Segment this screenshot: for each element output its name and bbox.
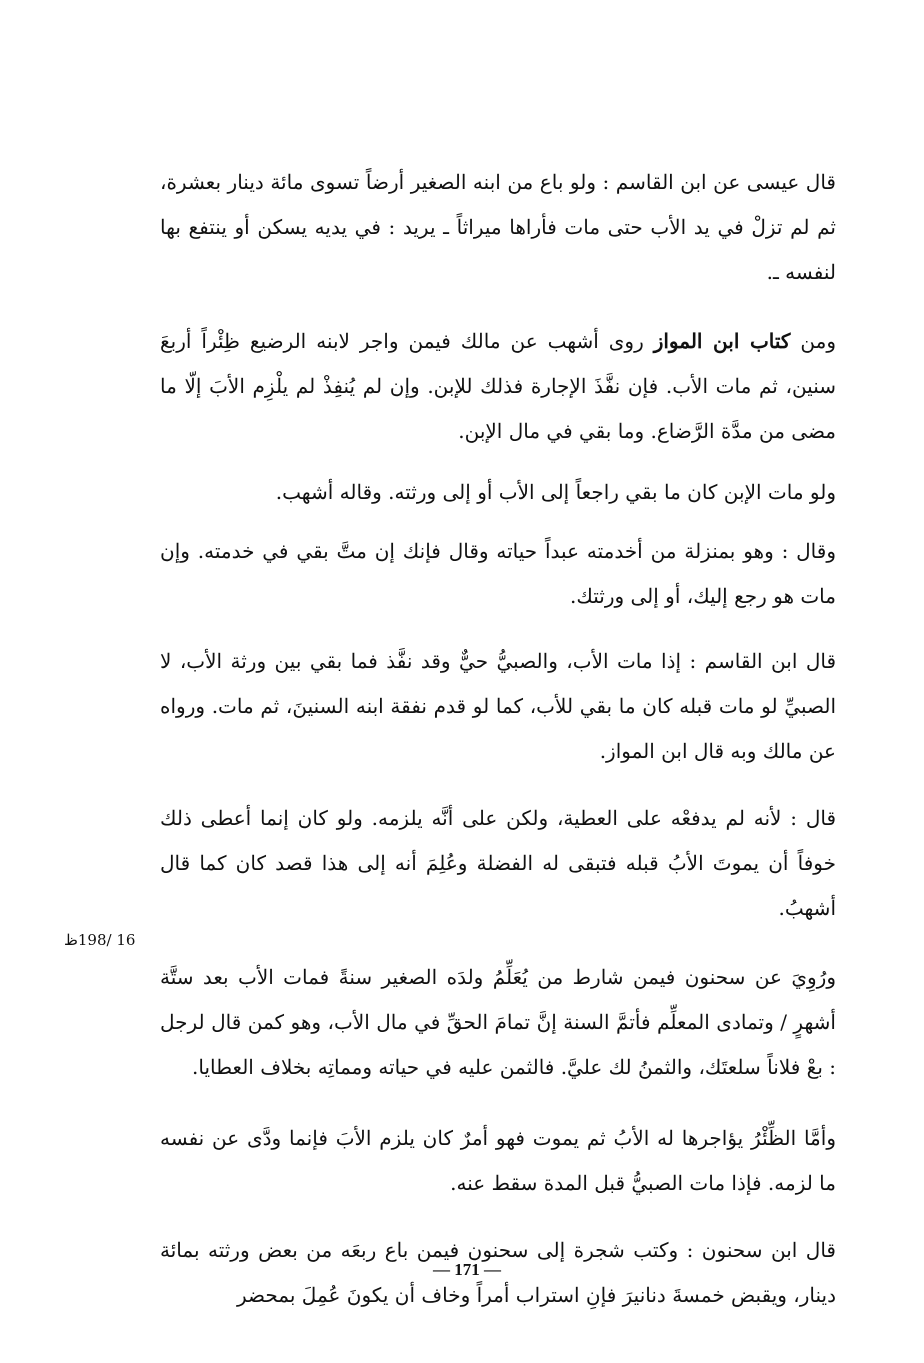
paragraph-text: قال ابن سحنون : وكتب شجرة إلى سحنون فيمن باع ربعَه من بعض ورثته بمائة دينار، ويقبض خمسةَ دنانيرَ فإنِ استراب أمراً وخاف أن يكونَ عُمِلَ بمحضر: [160, 1238, 836, 1307]
paragraph: [160, 796, 836, 931]
paragraph-text: ولو مات الإبن كان ما بقي راجعاً إلى الأب أو إلى ورثته. وقاله أشهب.: [275, 480, 836, 504]
paragraph-text: وأمَّا الظِّئْرُ يؤاجرها له الأبُ ثم يموت فهو أمرٌ كان يلزم الأبَ فإنما ودَّى عن نفسه ما لزمه. فإذا مات الصبيُّ قبل المدة سقط عنه.: [160, 1126, 836, 1195]
paragraph: [160, 529, 836, 619]
page-number: — 171 —: [433, 1260, 501, 1279]
paragraph-prefix: ومن: [790, 329, 836, 353]
paragraph: [160, 639, 836, 774]
paragraph-text: قال عيسى عن ابن القاسم : ولو باع من ابنه الصغير أرضاً تسوى مائة دينار بعشرة، ثم لم تزلْ في يد الأب حتى مات فأراها ميراثاً ـ يريد : في يديه يسكن أو ينتفع بها لنفسه ـ.: [160, 170, 836, 284]
manuscript-folio-note: 16 /198ظ: [64, 931, 136, 949]
book-title: كتاب ابن المواز: [653, 329, 791, 353]
paragraph-text: روى أشهب عن مالك فيمن واجر لابنه الرضيع ظِئْراً أربعَ سنين، ثم مات الأب. فإن نفَّذَ الإجارة فذلك للإبن. وإن لم يُنفِذْ لم يلْزِم الأبَ إلّا ما مضى من مدَّة الرَّضاع. وما بقي في مال الإبن.: [160, 329, 836, 443]
paragraph-text: وقال : وهو بمنزلة من أخدمته عبداً حياته وقال فإنك إن متَّ بقي في خدمته. وإن مات هو رجع إليك، أو إلى ورثتك.: [160, 539, 836, 608]
paragraph: [160, 319, 836, 454]
main-text-column: [160, 160, 836, 1332]
paragraph-text: ورُوِيَ عن سحنون فيمن شارط من يُعَلِّمُ ولدَه الصغير سنةً فمات الأب بعد ستَّة أشهرٍ / وتمادى المعلِّم فأتمَّ السنة إنَّ تمامَ الحقِّ في مال الأب، وهو كمن قال لرجل : بعْ فلاناً سلعتَك، والثمنُ لك عليَّ. فالثمن عليه في حياته ومماتِه بخلاف العطايا.: [160, 965, 836, 1079]
paragraph: [160, 160, 836, 295]
paragraph: [160, 1116, 836, 1206]
paragraph: [160, 955, 836, 1090]
paragraph: [160, 470, 836, 515]
paragraph-text: قال ابن القاسم : إذا مات الأب، والصبيُّ حيٌّ وقد نفَّذ فما بقي بين ورثة الأب، لا الصبيِّ لو مات قبله كان ما بقي للأب، كما لو قدم نفقة ابنه السنينَ، ثم مات. ورواه عن مالك وبه قال ابن المواز.: [160, 649, 836, 763]
paragraph-text: قال : لأنه لم يدفعْه على العطية، ولكن على أنَّه يلزمه. ولو كان إنما أعطى ذلك خوفاً أن يموتَ الأبُ قبله فتبقى له الفضلة وعُلِمَ أنه إلى هذا قصد كان كما قال أشهبُ.: [160, 806, 837, 920]
